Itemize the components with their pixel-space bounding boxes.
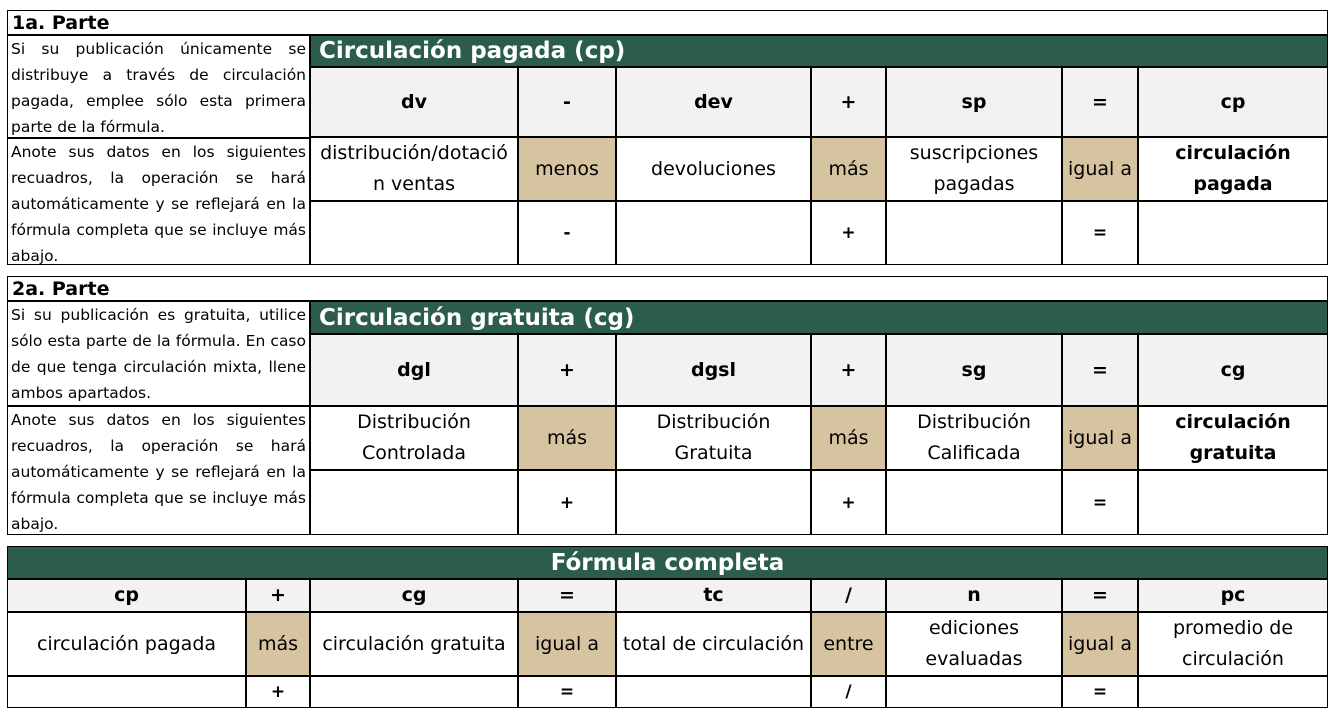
formula-symbol-tc: tc	[616, 579, 811, 612]
part1-symbol-minus: -	[518, 67, 616, 137]
part1-heading: 1a. Parte	[7, 10, 1328, 35]
formula-symbol-equals-2: =	[1062, 579, 1138, 612]
formula-desc-n: ediciones evaluadas	[886, 612, 1062, 676]
part1-desc-minus: menos	[518, 137, 616, 201]
part2-symbol-dgl: dgl	[310, 334, 518, 406]
formula-symbol-divide: /	[811, 579, 886, 612]
part1-op-equals: =	[1062, 201, 1138, 265]
formula-value-cg	[310, 676, 518, 708]
formula-desc-equals-2: igual a	[1062, 612, 1138, 676]
formula-desc-divide: entre	[811, 612, 886, 676]
part2-title: Circulación gratuita (cg)	[310, 301, 1328, 334]
part1-input-dv[interactable]	[310, 201, 518, 265]
part1-desc-equals: igual a	[1062, 137, 1138, 201]
part2-op-equals: =	[1062, 470, 1138, 535]
part1-input-sp[interactable]	[886, 201, 1062, 265]
part1-op-plus: +	[811, 201, 886, 265]
part2-desc-sg: Distribución Calificada	[886, 406, 1062, 470]
part2-desc-plus-2: más	[811, 406, 886, 470]
part2-symbol-dgsl: dgsl	[616, 334, 811, 406]
formula-symbol-pc: pc	[1138, 579, 1328, 612]
part2-symbol-sg: sg	[886, 334, 1062, 406]
part1-title: Circulación pagada (cp)	[310, 35, 1328, 67]
formula-desc-cg: circulación gratuita	[310, 612, 518, 676]
formula-symbol-plus: +	[246, 579, 310, 612]
part1-symbol-plus: +	[811, 67, 886, 137]
formula-desc-plus: más	[246, 612, 310, 676]
part2-symbol-plus-2: +	[811, 334, 886, 406]
part2-heading: 2a. Parte	[7, 276, 1328, 301]
formula-desc-pc: promedio de circulación	[1138, 612, 1328, 676]
formula-value-cp	[7, 676, 246, 708]
formula-symbol-cg: cg	[310, 579, 518, 612]
part1-instructions: Anote sus datos en los siguientes recuadros, la operación se hará automáticamente y se reflejará en la fórmula completa que se incluye más abajo.	[7, 138, 310, 265]
part2-desc-cg: circulación gratuita	[1138, 406, 1328, 470]
part2-symbol-equals: =	[1062, 334, 1138, 406]
part1-symbol-dv: dv	[310, 67, 518, 137]
part1-desc-sp: suscripciones pagadas	[886, 137, 1062, 201]
part1-symbol-sp: sp	[886, 67, 1062, 137]
formula-result-pc	[1138, 676, 1328, 708]
formula-op-equals-1: =	[518, 676, 616, 708]
formula-op-divide: /	[811, 676, 886, 708]
part2-desc-dgsl: Distribución Gratuita	[616, 406, 811, 470]
part1-symbol-dev: dev	[616, 67, 811, 137]
part1-input-dev[interactable]	[616, 201, 811, 265]
part2-result-cg	[1138, 470, 1328, 535]
formula-desc-tc: total de circulación	[616, 612, 811, 676]
formula-input-n[interactable]	[886, 676, 1062, 708]
part1-op-minus: -	[518, 201, 616, 265]
part1-intro: Si su publicación únicamente se distribuye a través de circulación pagada, emplee sólo esta primera parte de la fórmula.	[7, 35, 310, 138]
part1-symbol-cp: cp	[1138, 67, 1328, 137]
part2-input-dgsl[interactable]	[616, 470, 811, 535]
formula-symbol-n: n	[886, 579, 1062, 612]
part2-op-plus-1: +	[518, 470, 616, 535]
formula-op-equals-2: =	[1062, 676, 1138, 708]
part1-result-cp	[1138, 201, 1328, 265]
part1-desc-dv: distribución/dotación ventas	[310, 137, 518, 201]
part1-desc-plus: más	[811, 137, 886, 201]
formula-value-tc	[616, 676, 811, 708]
part2-instructions: Anote sus datos en los siguientes recuadros, la operación se hará automáticamente y se reflejará en la fórmula completa que se incluye más abajo.	[7, 406, 310, 535]
formula-op-plus: +	[246, 676, 310, 708]
part2-desc-plus-1: más	[518, 406, 616, 470]
part1-symbol-equals: =	[1062, 67, 1138, 137]
part2-intro: Si su publicación es gratuita, utilice sólo esta parte de la fórmula. En caso de que tenga circulación mixta, llene ambos apartados.	[7, 301, 310, 406]
part2-symbol-plus-1: +	[518, 334, 616, 406]
part2-desc-equals: igual a	[1062, 406, 1138, 470]
formula-symbol-equals-1: =	[518, 579, 616, 612]
part2-desc-dgl: Distribución Controlada	[310, 406, 518, 470]
part1-desc-dev: devoluciones	[616, 137, 811, 201]
part1-desc-cp: circulación pagada	[1138, 137, 1328, 201]
formula-desc-cp: circulación pagada	[7, 612, 246, 676]
part2-input-dgl[interactable]	[310, 470, 518, 535]
formula-title: Fórmula completa	[7, 546, 1328, 579]
part2-op-plus-2: +	[811, 470, 886, 535]
part2-input-sg[interactable]	[886, 470, 1062, 535]
part2-symbol-cg: cg	[1138, 334, 1328, 406]
formula-symbol-cp: cp	[7, 579, 246, 612]
formula-desc-equals-1: igual a	[518, 612, 616, 676]
